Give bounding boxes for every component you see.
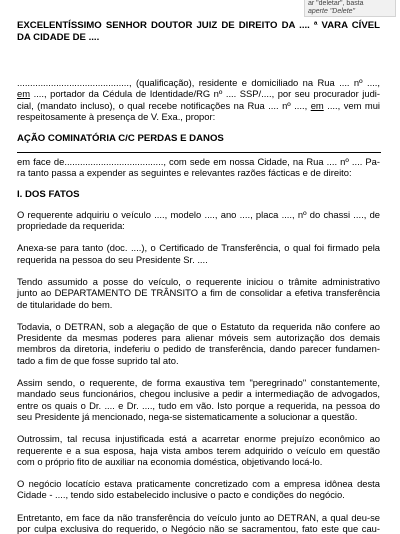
instruction-note-key: "Delete" [329,8,356,15]
paragraph-line: Outrossim, tal recusa injustificada está a acarretar enorme prejuízo econômico ao [17,433,380,445]
section-title: I. DOS FATOS [17,189,80,201]
paragraph-line [17,88,380,99]
paragraph-line: Anexa-se para tanto (doc. ....), o Certificado de Transferência, o qual foi firmado pela [17,242,380,254]
paragraph-text: cial, (mandato incluso), o qual recebe notificações na Rua .... nº ...., [17,99,308,111]
section-divider [17,152,381,153]
paragraph-text: ...., portador da Cédula de Identidade/RG nº .... SSP/...., por seu procurador judi- [33,88,380,100]
underlined-word: em [17,88,31,100]
paragraph-line: Tendo assumido a posse do veículo, o requerente iniciou o trâmite administrativo [17,275,380,287]
underlined-word: em [310,99,324,111]
paragraph-line: Presidente da mesmas poderes para alienar móveis sem autorização dos demais [17,332,380,344]
paragraph-line: Cidade - ...., tendo sido estabelecido inclusive o pacto e condições do negócio. [17,489,345,501]
paragraph-line: O negócio locatício estava praticamente concretizado com a empresa idônea desta [17,478,380,490]
instruction-note-line: ar "deletar", basta [308,0,364,7]
paragraph-line: Todavia, o DETRAN, sob a alegação de que o Estatuto da requerida não confere ao [17,320,380,332]
facts-section [17,209,380,534]
fact-paragraph [17,276,380,310]
fact-paragraph [17,433,380,467]
fact-paragraph [17,512,380,534]
paragraph-line: seu Presidente já mencionado, nega-se sistematicamente a solucionar a questão. [17,410,358,422]
paragraph-line: ..........................................., (qualificação), residente e domiciliado na Rua .... nº ...., [17,77,380,88]
fact-paragraph [17,209,380,232]
paragraph-line: por culpa exclusiva do requerido, o Negócio não se sacramentou, fato este que cau- [17,523,380,534]
document-body [17,20,380,534]
paragraph-line: propriedade da requerida: [17,220,125,232]
paragraph-line: mandado seus funcionários, chegou inclusive a pedir a intermediação de advogados, [17,388,380,400]
court-heading [17,20,380,43]
paragraph-line [17,100,380,111]
paragraph-line: requerida na pessoa do seu Presidente Sr. .... [17,253,208,265]
paragraph-text: ...., vem mui [327,99,381,111]
paragraph-line: junto ao DEPARTAMENTO DE TRÂNSITO a fim de consolidar a efetiva transferência [17,287,380,299]
fact-paragraph [17,478,380,501]
paragraph-line: ra tanto passa a expender as seguintes e relevantes razões fácticas e de direito: [17,166,352,178]
paragraph-line: com o próprio fito de auxiliar na economia doméstica, objetivando locá-lo. [17,455,323,467]
instruction-note-word: aperte [308,8,328,15]
paragraph-line: Assim sendo, o requerente, de forma exaustiva tem "peregrinado" constantemente, [17,377,380,389]
instruction-note [304,0,396,17]
court-heading-line: EXCELENTÍSSIMO SENHOR DOUTOR JUIZ DE DIREITO DA .... ª VARA CÍVEL [17,20,380,31]
paragraph-line: entre os quais o Dr. .... e Dr. ...., tudo em vão. Isto porque a requerida, na pessoa do [17,399,380,411]
fact-paragraph [17,242,380,265]
paragraph-line: membros da diretoria, indeferiu o pedido de transferência, dando parecer fundamen- [17,343,380,355]
paragraph-line: respeitosamente à presença de V. Exa., propor: [17,110,216,122]
paragraph-line: de titularidade do bem. [17,298,113,310]
qualification-paragraph [17,77,380,122]
paragraph-line: tado a fim de que fosse suprido tal ato. [17,354,179,366]
paragraph-line: em face de......................................, com sede em nossa Cidade, na Rua .... nº .... Pa- [17,155,380,167]
against-paragraph [17,156,380,179]
paragraph-line: Entretanto, em face da não transferência do veículo junto ao DETRAN, a qual deu-se [17,511,380,523]
action-title: AÇÃO COMINATÓRIA C/C PERDAS E DANOS [17,133,224,145]
fact-paragraph [17,321,380,366]
instruction-note-line [308,8,392,16]
paragraph-line: O requerente adquiriu o veículo ...., modelo ...., ano ...., placa ...., nº do chassi ...., de [17,208,380,220]
court-heading-line: DA CIDADE DE .... [17,31,100,43]
fact-paragraph [17,377,380,422]
paragraph-line: requerente e a sua esposa, haja vista ambos terem adquirido o veículo em questão [17,444,380,456]
